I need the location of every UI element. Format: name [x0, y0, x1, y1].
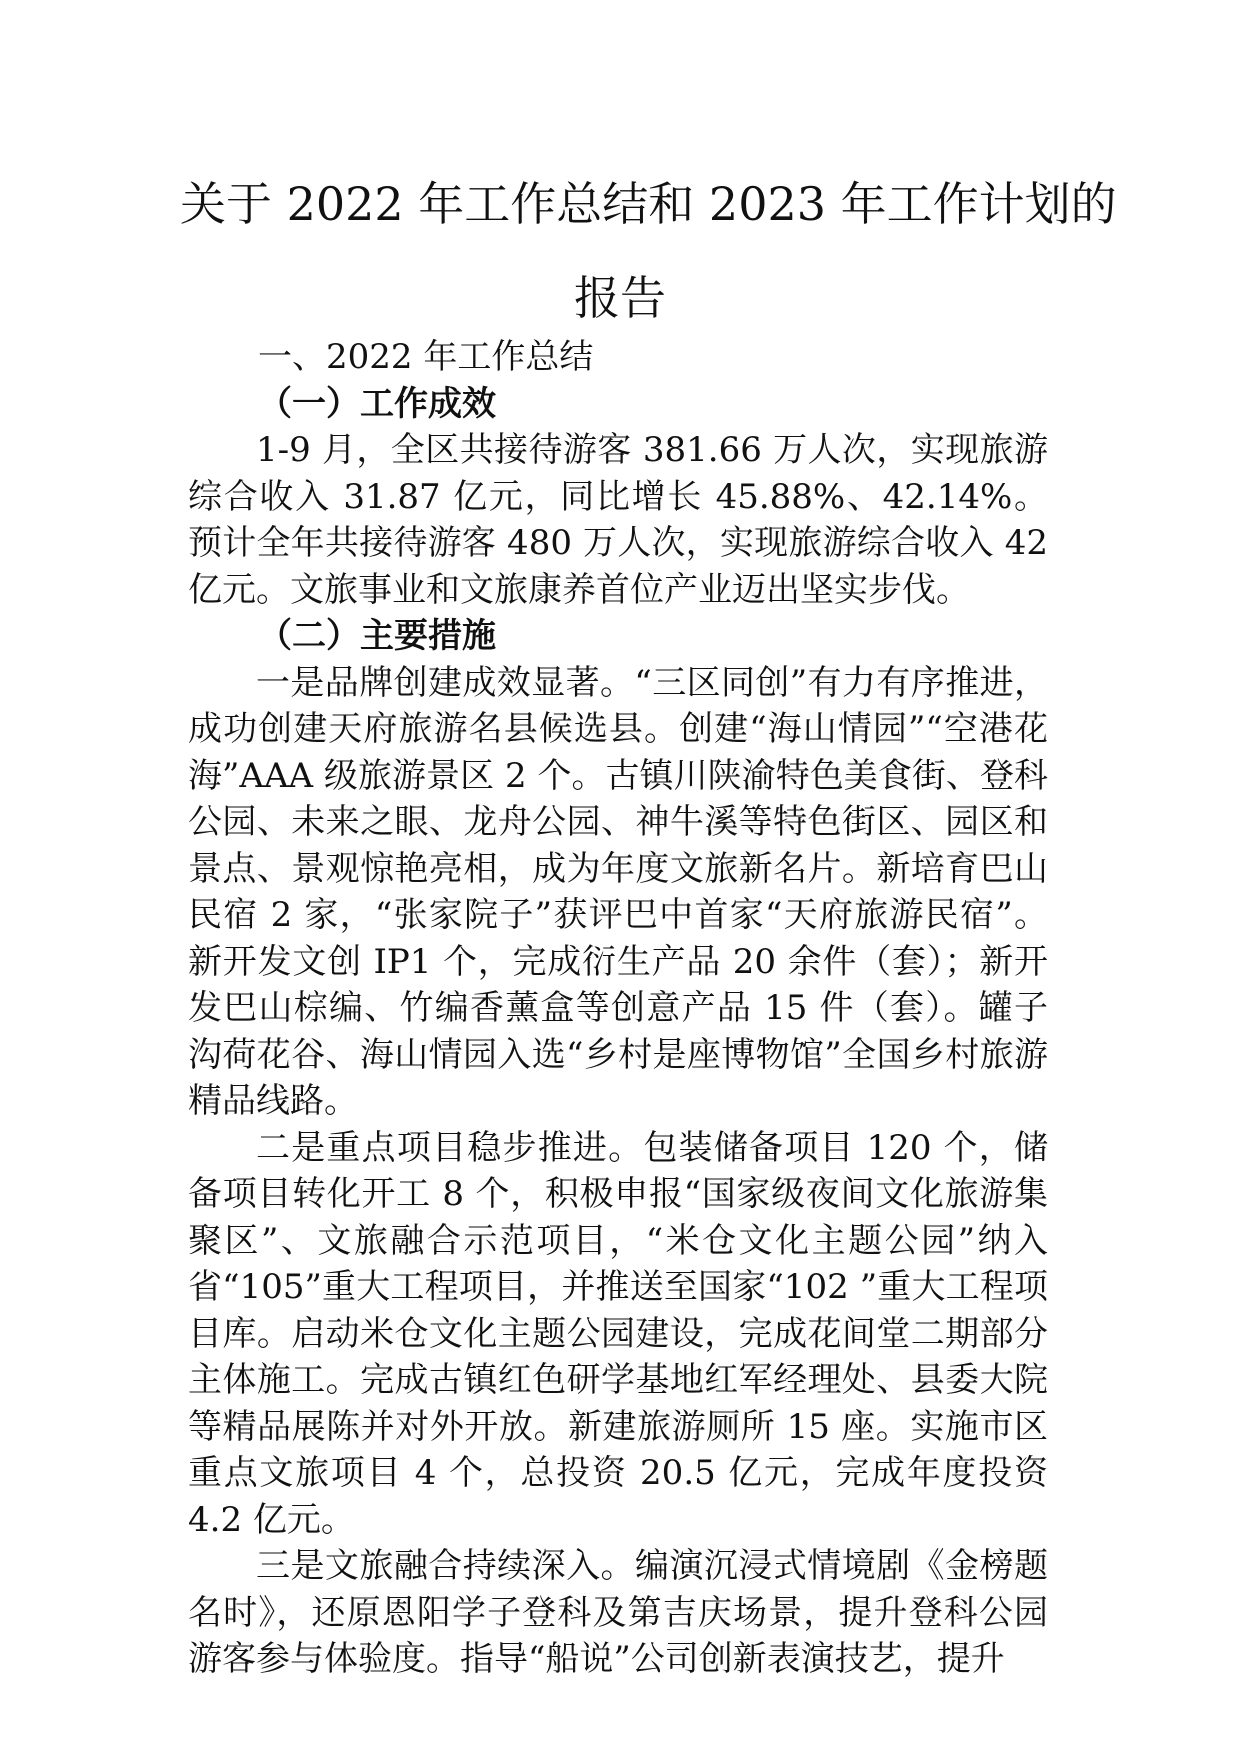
section-heading-2022-summary: 一、2022 年工作总结: [258, 337, 594, 377]
paragraph-achievements: 1-9 月，全区共接待游客 381.66 万人次，实现旅游综合收入 31.87 亿元，同比增长 45.88%、42.14%。预计全年共接待游客 480 万人次，实现旅游综合收入 42 亿元。文旅事业和文旅康养首位产业迈出坚实步伐。: [188, 430, 1048, 610]
paragraph-key-projects: 二是重点项目稳步推进。包装储备项目 120 个，储备项目转化开工 8 个，积极申报“国家级夜间文化旅游集聚区”、文旅融合示范项目，“米仓文化主题公园”纳入省“105”重大工程项目，并推送至国家“102 ”重大工程项目库。启动米仓文化主题公园建设，完成花间堂二期部分主体施工。完成古镇红色研学基地红军经理处、县委大院等精品展陈并对外开放。新建旅游厕所 15 座。实施市区重点文旅项目 4 个，总投资 20.5 亿元，完成年度投资 4.2 亿元。: [188, 1127, 1048, 1540]
document-body: [188, 334, 1048, 1683]
document-title-line2: 报告: [574, 271, 666, 325]
paragraph-brand-building: 一是品牌创建成效显著。“三区同创”有力有序推进，成功创建天府旅游名县候选县。创建“海山情园”“空港花海”AAA 级旅游景区 2 个。古镇川陕渝特色美食街、登科公园、未来之眼、龙舟公园、神牛溪等特色街区、园区和景点、景观惊艳亮相，成为年度文旅新名片。新培育巴山民宿 2 家，“张家院子”获评巴中首家“天府旅游民宿”。新开发文创 IP1 个，完成衍生产品 20 余件（套）；新开发巴山棕编、竹编香薰盒等创意产品 15 件（套）。罐子沟荷花谷、海山情园入选“乡村是座博物馆”全国乡村旅游精品线路。: [188, 662, 1048, 1121]
paragraph-culture-tourism-integration: 三是文旅融合持续深入。编演沉浸式情境剧《金榜题名时》，还原恩阳学子登科及第吉庆场景，提升登科公园游客参与体验度。指导“船说”公司创新表演技艺，提升: [188, 1546, 1048, 1679]
document-title-line1: 关于 2022 年工作总结和 2023 年工作计划的: [180, 177, 1117, 231]
subsection-heading-achievements: （一）工作成效: [258, 383, 496, 424]
subsection-heading-measures: （二）主要措施: [258, 616, 496, 656]
